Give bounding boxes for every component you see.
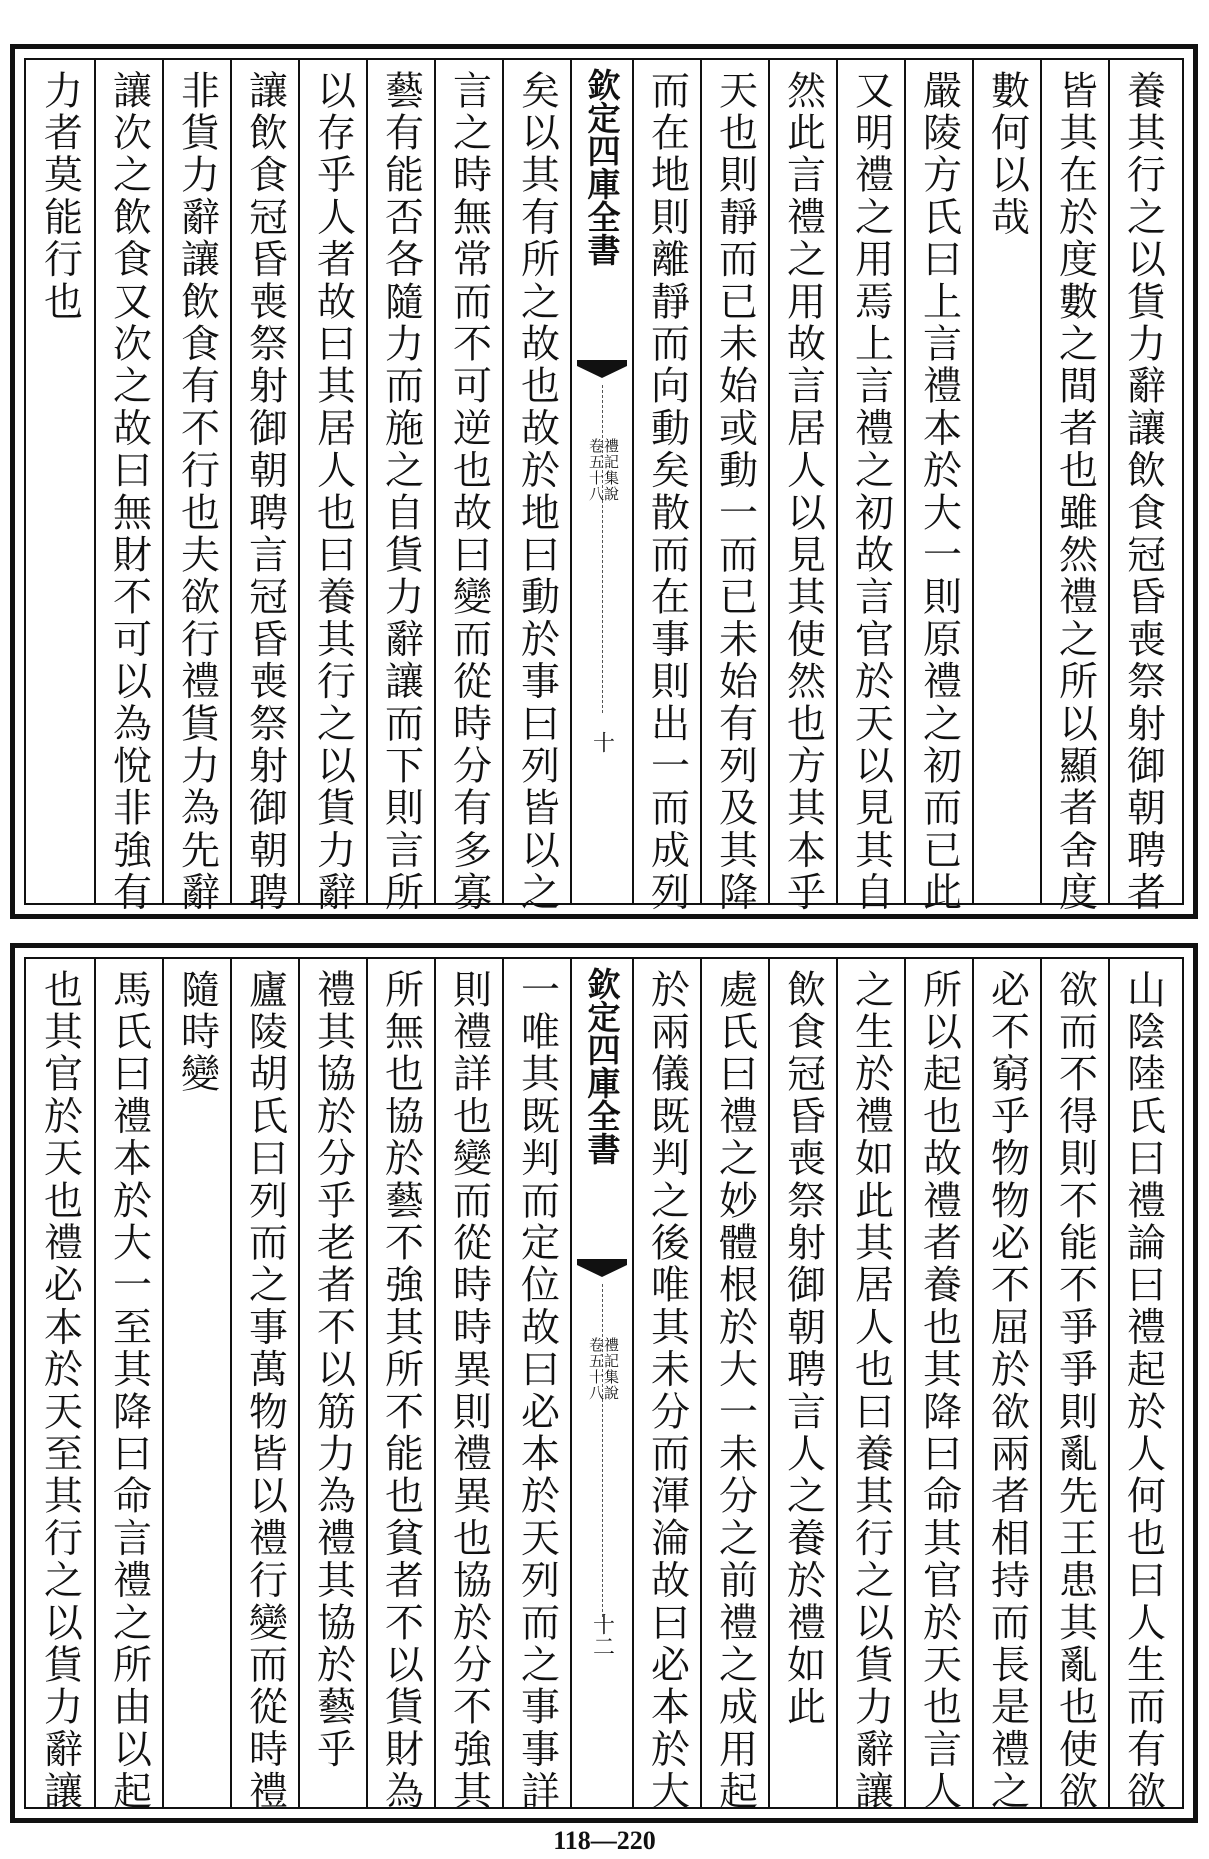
text-column (972, 60, 1040, 903)
text-column (26, 959, 94, 1813)
page-bottom-frame (24, 957, 1184, 1813)
text-column (230, 959, 298, 1813)
text-column-content: 養其行之以貨力辭讓飲食冠昏喪祭射御朝聘者 (1120, 70, 1166, 914)
text-column (434, 60, 502, 914)
text-column (502, 959, 570, 1813)
text-column (162, 959, 230, 1807)
text-column-content: 禮其協於分乎老者不以筋力為禮其協於藝乎 (310, 969, 356, 1771)
text-column (1040, 959, 1108, 1813)
chapter-label (586, 1337, 618, 1401)
text-column-content: 非貨力辭讓飲食有不行也夫欲行禮貨力為先辭 (174, 70, 220, 914)
text-column-content: 以存乎人者故曰其居人也曰養其行之以貨力辭 (310, 70, 356, 914)
sheet-number: 十 (589, 731, 615, 753)
text-column-content: 所以起也故禮者養也其降曰命其官於天也言人 (916, 969, 962, 1813)
text-column-content: 山陰陸氏曰禮論曰禮起於人何也曰人生而有欲 (1120, 969, 1166, 1813)
text-column-content: 然此言禮之用故言居人以見其使然也方其本乎 (780, 70, 826, 914)
chapter-volume: 卷五十八 (587, 1337, 605, 1401)
text-column (972, 959, 1040, 1813)
chapter-label (586, 438, 618, 502)
text-column-content: 數何以哉 (984, 70, 1030, 239)
text-column (700, 60, 768, 914)
text-column-content: 言之時無常而不可逆也故曰變而從時分有多寡 (446, 70, 492, 914)
text-column (768, 60, 836, 914)
text-column-content: 欲而不得則不能不爭爭則亂先王患其亂也使欲 (1052, 969, 1098, 1813)
text-column (632, 60, 700, 914)
fish-tail-mark-icon (577, 1259, 627, 1279)
center-fold-column (570, 60, 632, 903)
text-column (94, 959, 162, 1813)
page-top-frame (24, 58, 1184, 914)
book-title: 欽定四庫全書 (582, 967, 622, 1165)
text-column-content: 所無也協於藝不強其所不能也貧者不以貨財為 (378, 969, 424, 1813)
text-column (298, 959, 366, 1807)
center-fold-column (570, 959, 632, 1807)
chapter-title: 禮記集說 (602, 1337, 620, 1401)
page-bottom (10, 943, 1198, 1823)
text-column-content: 讓飲食冠昏喪祭射御朝聘言冠昏喪祭射御朝聘 (242, 70, 288, 914)
text-column (836, 60, 904, 914)
text-column (230, 60, 298, 914)
text-column-content: 藝有能否各隨力而施之自貨力辭讓而下則言所 (378, 70, 424, 914)
text-column (298, 60, 366, 914)
text-column (632, 959, 700, 1813)
text-column-content: 矣以其有所之故也故於地曰動於事曰列皆以之 (514, 70, 560, 914)
text-column-content: 處氏曰禮之妙體根於大一未分之前禮之成用起 (712, 969, 758, 1813)
text-column (768, 959, 836, 1807)
text-column (836, 959, 904, 1813)
text-column-content: 廬陵胡氏曰列而之事萬物皆以禮行變而從時禮 (242, 969, 288, 1813)
text-column (26, 60, 94, 903)
text-column (162, 60, 230, 914)
sheet-number: 十二 (589, 1613, 615, 1657)
text-column (700, 959, 768, 1813)
text-column-content: 也其官於天也禮必本於天至其行之以貨力辭讓 (37, 969, 83, 1813)
text-column (366, 60, 434, 914)
text-column-content: 馬氏曰禮本於大一至其降曰命言禮之所由以起 (106, 969, 152, 1813)
text-column (502, 60, 570, 914)
text-column-content: 隨時變 (174, 969, 220, 1096)
text-column-content: 必不窮乎物物必不屈於欲兩者相持而長是禮之 (984, 969, 1030, 1813)
text-column-content: 皆其在於度數之間者也雖然禮之所以顯者舍度 (1052, 70, 1098, 914)
text-column-content: 天也則靜而已未始或動一而已未始有列及其降 (712, 70, 758, 914)
text-column-content: 又明禮之用焉上言禮之初故言官於天以見其自 (848, 70, 894, 914)
text-column-content: 力者莫能行也 (37, 70, 83, 324)
text-column-content: 而在地則離靜而向動矣散而在事則出一而成列 (644, 70, 690, 914)
text-column (1040, 60, 1108, 914)
text-column (904, 60, 972, 914)
text-column-content: 嚴陵方氏曰上言禮本於大一則原禮之初而已此 (916, 70, 962, 914)
chapter-title: 禮記集說 (602, 438, 620, 502)
text-column (904, 959, 972, 1813)
text-column (434, 959, 502, 1813)
text-column (366, 959, 434, 1813)
text-column-content: 飲食冠昏喪祭射御朝聘言人之養於禮如此 (780, 969, 826, 1729)
text-column-content: 於兩儀既判之後唯其未分而渾淪故曰必本於大 (644, 969, 690, 1813)
chapter-volume: 卷五十八 (587, 438, 605, 502)
page-number: 118—220 (553, 1826, 656, 1855)
fold-rule (602, 385, 603, 713)
text-column (1108, 959, 1176, 1813)
text-column (94, 60, 162, 914)
book-title: 欽定四庫全書 (582, 68, 622, 266)
text-column (1108, 60, 1176, 914)
text-column-content: 則禮詳也變而從時時異則禮異也協於分不強其 (446, 969, 492, 1813)
text-column-content: 一唯其既判而定位故曰必本於天列而之事事詳 (514, 969, 560, 1813)
page-top (10, 44, 1198, 919)
text-column-content: 之生於禮如此其居人也曰養其行之以貨力辭讓 (848, 969, 894, 1813)
text-column-content: 讓次之飲食又次之故曰無財不可以為悅非強有 (106, 70, 152, 914)
fold-rule (602, 1284, 603, 1617)
fish-tail-mark-icon (577, 360, 627, 380)
